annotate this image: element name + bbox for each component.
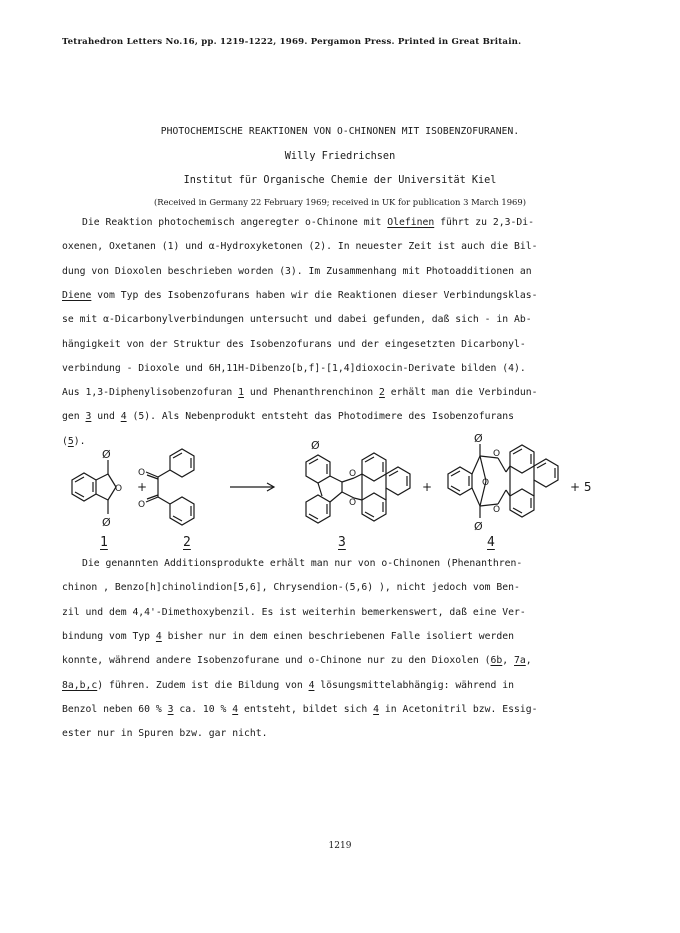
text-line: [62, 362, 622, 376]
text-run: se mit α-Dicarbonylverbindungen untersucht und dabei gefunden, daß sich - in Ab-: [62, 314, 532, 326]
oxygen-label: O: [349, 469, 357, 479]
text-line: [62, 581, 622, 595]
text-run: chinon , Benzo[h]chinolindion[5,6], Chrysendion-(5,6) ), nicht jedoch vom Ben-: [62, 582, 520, 594]
text-run: ,: [502, 655, 515, 667]
compound-label-3: 3: [338, 535, 346, 550]
text-run: zil und dem 4,4'-Dimethoxybenzil. Es ist weiterhin bemerkenswert, daß eine Ver-: [62, 606, 526, 618]
plus-5-label: + 5: [570, 480, 592, 494]
text-line: [62, 654, 622, 668]
author-affiliation: Institut für Organische Chemie der Universität Kiel: [183, 175, 497, 186]
oxygen-label: O: [138, 468, 146, 478]
oxygen-label: O: [482, 478, 490, 488]
plus-sign: +: [422, 480, 433, 494]
phenyl-label: Ø: [102, 448, 111, 461]
text-line: [62, 606, 622, 620]
text-run: ca. 10 %: [173, 703, 233, 715]
text-run: oxenen, Oxetanen (1) und α-Hydroxyketonen (2). In neuester Zeit ist auch die Bil-: [62, 241, 538, 253]
text-line: [62, 727, 622, 741]
oxygen-label: O: [493, 449, 501, 459]
underlined-ref: 4: [120, 411, 127, 423]
text-run: hängigkeit von der Struktur des Isobenzofurans und der eingesetzten Dicarbonyl-: [62, 338, 526, 350]
text-run: und: [91, 411, 121, 423]
text-run: bindung vom Typ: [62, 630, 156, 642]
text-line: [62, 630, 622, 644]
page-number: 1219: [328, 841, 352, 851]
text-line: [62, 313, 622, 327]
text-run: (: [62, 435, 68, 447]
text-run: Benzol neben 60 %: [62, 703, 168, 715]
phenyl-label: Ø: [311, 439, 320, 452]
text-run: konnte, während andere Isobenzofurane und o-Chinone nur zu den Dioxolen (: [62, 655, 491, 667]
text-line: [62, 410, 622, 424]
phenyl-label: Ø: [474, 432, 483, 445]
text-run: ).: [73, 435, 86, 447]
oxygen-label: O: [138, 500, 146, 510]
text-line: [62, 338, 622, 352]
oxygen-label: O: [493, 505, 501, 515]
text-run: ,: [525, 655, 532, 667]
text-run: dung von Dioxolen beschrieben worden (3). Im Zusammenhang mit Photoadditionen an: [62, 265, 532, 277]
compound-label-1: 1: [100, 535, 108, 550]
text-line: [82, 216, 622, 230]
underlined-ref: 5: [67, 435, 74, 447]
text-run: verbindung - Dioxole und 6H,11H-Dibenzo[b,f]-[1,4]dioxocin-Derivate bilden (4).: [62, 362, 526, 374]
text-run: bisher nur in dem einen beschriebenen Falle isoliert werden: [161, 630, 514, 642]
underlined-ref: 4: [308, 679, 315, 691]
text-line: [62, 265, 622, 279]
text-run: gen: [62, 411, 86, 423]
text-line: [62, 289, 622, 303]
text-run: führt zu 2,3-Di-: [434, 217, 535, 228]
text-run: (5). Als Nebenprodukt entsteht das Photodimere des Isobenzofurans: [126, 411, 515, 423]
phenyl-label: Ø: [102, 516, 111, 529]
received-dates: (Received in Germany 22 February 1969; received in UK for publication 3 March 1969): [154, 197, 526, 207]
oxygen-label: O: [349, 498, 357, 508]
text-line: [62, 679, 622, 693]
compound-4-structure: [448, 444, 558, 518]
text-run: Aus 1,3-Diphenylisobenzofuran: [62, 387, 239, 399]
text-run: ) führen. Zudem ist die Bildung von: [97, 679, 309, 691]
underlined-ref: 4: [373, 703, 380, 715]
text-run: lösungsmittelabhängig: während in: [314, 679, 515, 691]
underlined-ref: 8a,b,c: [62, 679, 98, 691]
oxygen-label: O: [115, 484, 123, 494]
text-run: Die genannten Additionsprodukte erhält man nur von o-Chinonen (Phenanthren-: [82, 558, 523, 569]
text-run: vom Typ des Isobenzofurans haben wir die Reaktionen dieser Verbindungsklas-: [91, 289, 538, 301]
text-line: [62, 703, 622, 717]
underlined-ref: 7a: [514, 655, 526, 667]
underlined-ref: Olefinen: [387, 217, 435, 228]
compound-label-2: 2: [183, 535, 191, 550]
underlined-ref: 3: [85, 411, 92, 423]
compound-label-4: 4: [487, 535, 495, 550]
compound-1-structure: [72, 460, 116, 514]
article-title: PHOTOCHEMISCHE REAKTIONEN VON O-CHINONEN MIT ISOBENZOFURANEN.: [160, 126, 520, 137]
underlined-ref: 1: [238, 387, 244, 399]
underlined-ref: 4: [232, 703, 239, 715]
compound-2-structure: [146, 449, 194, 525]
text-run: ester nur in Spuren bzw. gar nicht.: [62, 728, 268, 740]
text-run: Die Reaktion photochemisch angeregter o-Chinone mit: [82, 217, 388, 228]
underlined-ref: 6b: [490, 655, 503, 667]
phenyl-label: Ø: [474, 520, 483, 533]
text-run: in Acetonitril bzw. Essig-: [379, 703, 538, 715]
text-line: [82, 557, 622, 571]
text-run: entsteht, bildet sich: [238, 703, 374, 715]
underlined-ref: Diene: [62, 289, 92, 301]
text-line: [62, 240, 622, 254]
plus-sign: +: [137, 480, 148, 494]
reaction-arrow: [230, 483, 274, 491]
author-name: Willy Friedrichsen: [284, 151, 396, 162]
text-run: und Phenanthrenchinon: [243, 387, 379, 399]
journal-header: Tetrahedron Letters No.16, pp. 1219-1222, 1969. Pergamon Press. Printed in Great Britain.: [62, 37, 522, 47]
underlined-ref: 2: [379, 387, 385, 399]
text-line: [62, 386, 622, 400]
text-run: erhält man die Verbindun-: [384, 387, 538, 399]
compound-3-structure: [306, 453, 410, 523]
underlined-ref: 4: [155, 630, 162, 642]
underlined-ref: 3: [167, 703, 174, 715]
